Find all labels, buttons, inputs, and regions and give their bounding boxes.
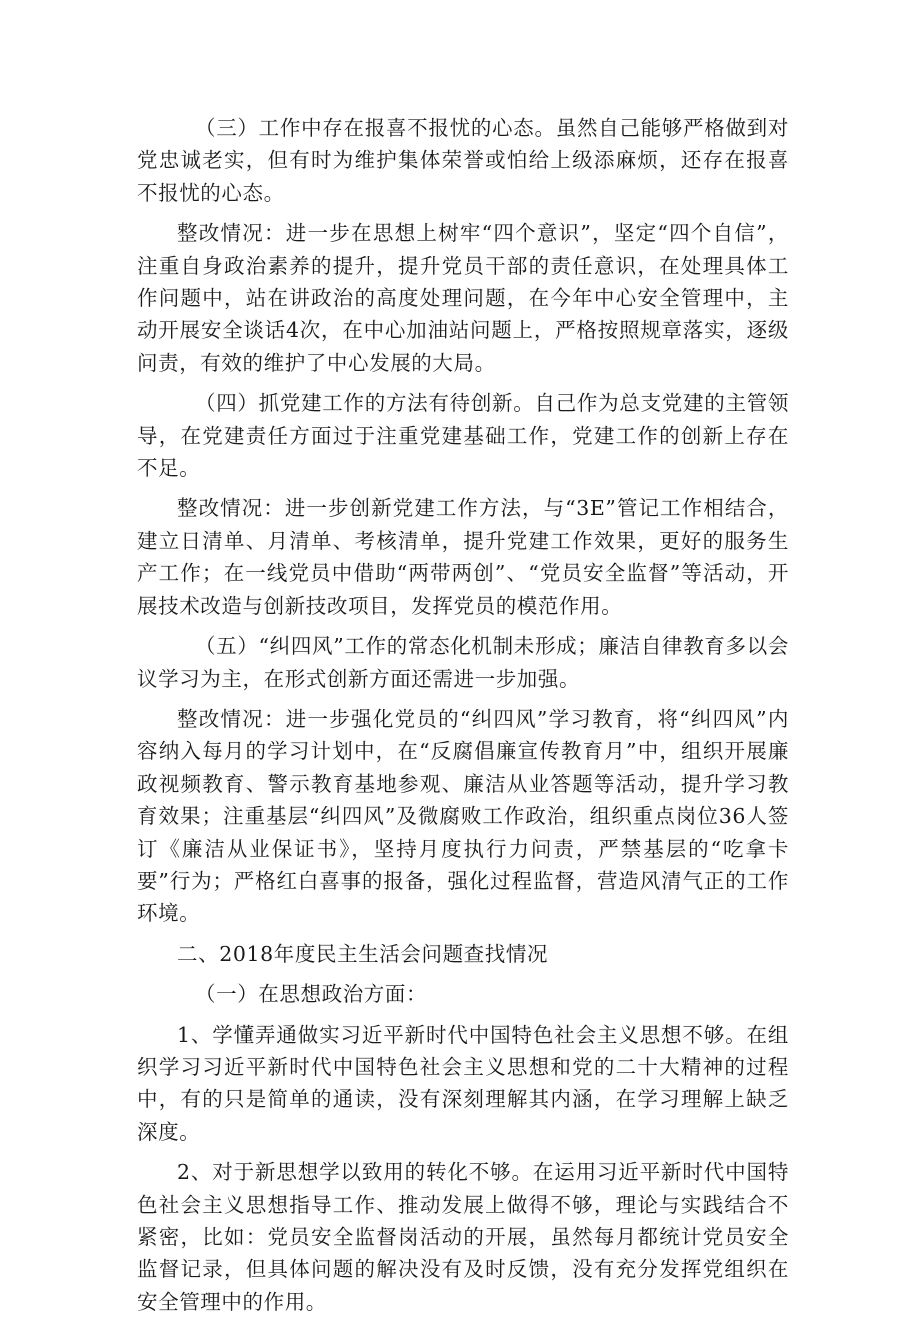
paragraph-issue-5: （五）“纠四风”工作的常态化机制未形成；廉洁自律教育多以会议学习为主，在形式创新方面还需进一步加强。 xyxy=(137,634,789,691)
paragraph-item-1: 1、学懂弄通做实习近平新时代中国特色社会主义思想不够。在组织学习习近平新时代中国特色社会主义思想和党的二十大精神的过程中，有的只是简单的通读，没有深刻理解其内涵，在学习理解上缺乏深度。 xyxy=(137,1022,789,1144)
paragraph-rectification-5: 整改情况：进一步强化党员的“纠四风”学习教育，将“纠四风”内容纳入每月的学习计划中，在“反腐倡廉宣传教育月”中，组织开展廉政视频教育、警示教育基地参观、廉洁从业答题等活动，提升学习教育效果；注重基层“纠四风”及微腐败工作政治，组织重点岗位36人签订《廉洁从业保证书》，坚持月度执行力问责，严禁基层的“吃拿卡要”行为；严格红白喜事的报备，强化过程监督，营造风清气正的工作环境。 xyxy=(137,706,789,926)
subsection-heading-ideology: （一）在思想政治方面： xyxy=(195,982,428,1007)
paragraph-item-2: 2、对于新思想学以致用的转化不够。在运用习近平新时代中国特色社会主义思想指导工作、推动发展上做得不够，理论与实践结合不紧密，比如：党员安全监督岗活动的开展，虽然每月都统计党员安全监督记录，但具体问题的解决没有及时反馈，没有充分发挥党组织在安全管理中的作用。 xyxy=(137,1160,789,1314)
paragraph-issue-3: （三）工作中存在报喜不报忧的心态。虽然自己能够严格做到对党忠诚老实，但有时为维护集体荣誉或怕给上级添麻烦，还存在报喜不报忧的心态。 xyxy=(137,116,789,205)
section-heading-2018: 二、2018年度民主生活会问题查找情况 xyxy=(177,941,549,966)
document-body xyxy=(137,112,789,1326)
paragraph-issue-4: （四）抓党建工作的方法有待创新。自己作为总支党建的主管领导，在党建责任方面过于注重党建基础工作，党建工作的创新上存在不足。 xyxy=(137,391,789,481)
paragraph-rectification-4: 整改情况：进一步创新党建工作方法，与“3E”管记工作相结合，建立日清单、月清单、考核清单，提升党建工作效果，更好的服务生产工作；在一线党员中借助“两带两创”、“党员安全监督”等活动，开展技术改造与创新技改项目，发挥党员的模范作用。 xyxy=(137,496,789,618)
paragraph-rectification-3: 整改情况：进一步在思想上树牢“四个意识”，坚定“四个自信”，注重自身政治素养的提升，提升党员干部的责任意识，在处理具体工作问题中，站在讲政治的高度处理问题，在今年中心安全管理中，主动开展安全谈话4次，在中心加油站问题上，严格按照规章落实，逐级问责，有效的维护了中心发展的大局。 xyxy=(137,221,789,375)
